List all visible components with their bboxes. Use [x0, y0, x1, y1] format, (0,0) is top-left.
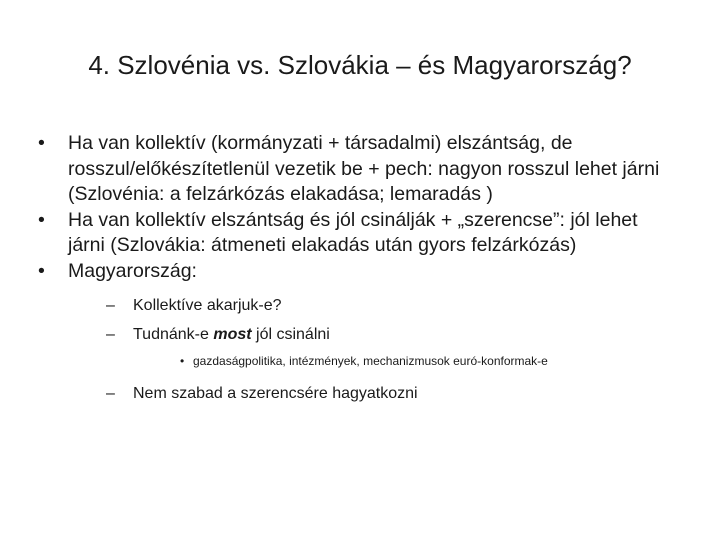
bullet-marker: •: [38, 208, 45, 231]
bullet-item: [38, 259, 678, 406]
sub-sub-bullet-marker: •: [180, 354, 185, 368]
sub-sub-bullet-item: [68, 352, 678, 370]
bullet-item: [38, 131, 678, 208]
sub-sub-bullet-text: gazdaságpolitika, intézmények, mechanizmusok euró-konformak-e: [193, 354, 548, 368]
sub-bullet-text: Kollektíve akarjuk-e?: [133, 297, 282, 314]
dash-marker: –: [106, 385, 115, 402]
sub-bullet-item: [68, 382, 678, 405]
bullet-list: [38, 131, 678, 411]
dash-marker: –: [106, 326, 115, 343]
sub-bullet-item: [68, 323, 678, 346]
sub-bullet-text: Nem szabad a szerencsére hagyatkozni: [133, 385, 418, 402]
dash-marker: –: [106, 297, 115, 314]
bullet-text: Magyarország:: [68, 259, 197, 282]
sub-bullet-list: [68, 294, 678, 405]
sub-bullet-emphasis: most: [213, 326, 252, 343]
bullet-text: Ha van kollektív (kormányzati + társadalmi) elszántság, de rosszul/előkészítetlenül vezetik be + pech: nagyon rosszul lehet járni (Szlovénia: a felzárkózás elakadása; lemaradás ): [68, 132, 660, 205]
sub-bullet-item: [68, 294, 678, 317]
slide-title: 4. Szlovénia vs. Szlovákia – és Magyarország?: [88, 50, 632, 80]
bullet-text: Ha van kollektív elszántság és jól csinálják + „szerencse”: jól lehet járni (Szlovákia: átmeneti elakadás után gyors felzárkózás): [68, 208, 638, 256]
sub-bullet-text-after: jól csinálni: [251, 326, 330, 343]
bullet-marker: •: [38, 132, 45, 154]
bullet-marker: •: [38, 259, 45, 282]
sub-bullet-text-before: Tudnánk-e: [133, 326, 214, 343]
bullet-item: [38, 208, 678, 259]
